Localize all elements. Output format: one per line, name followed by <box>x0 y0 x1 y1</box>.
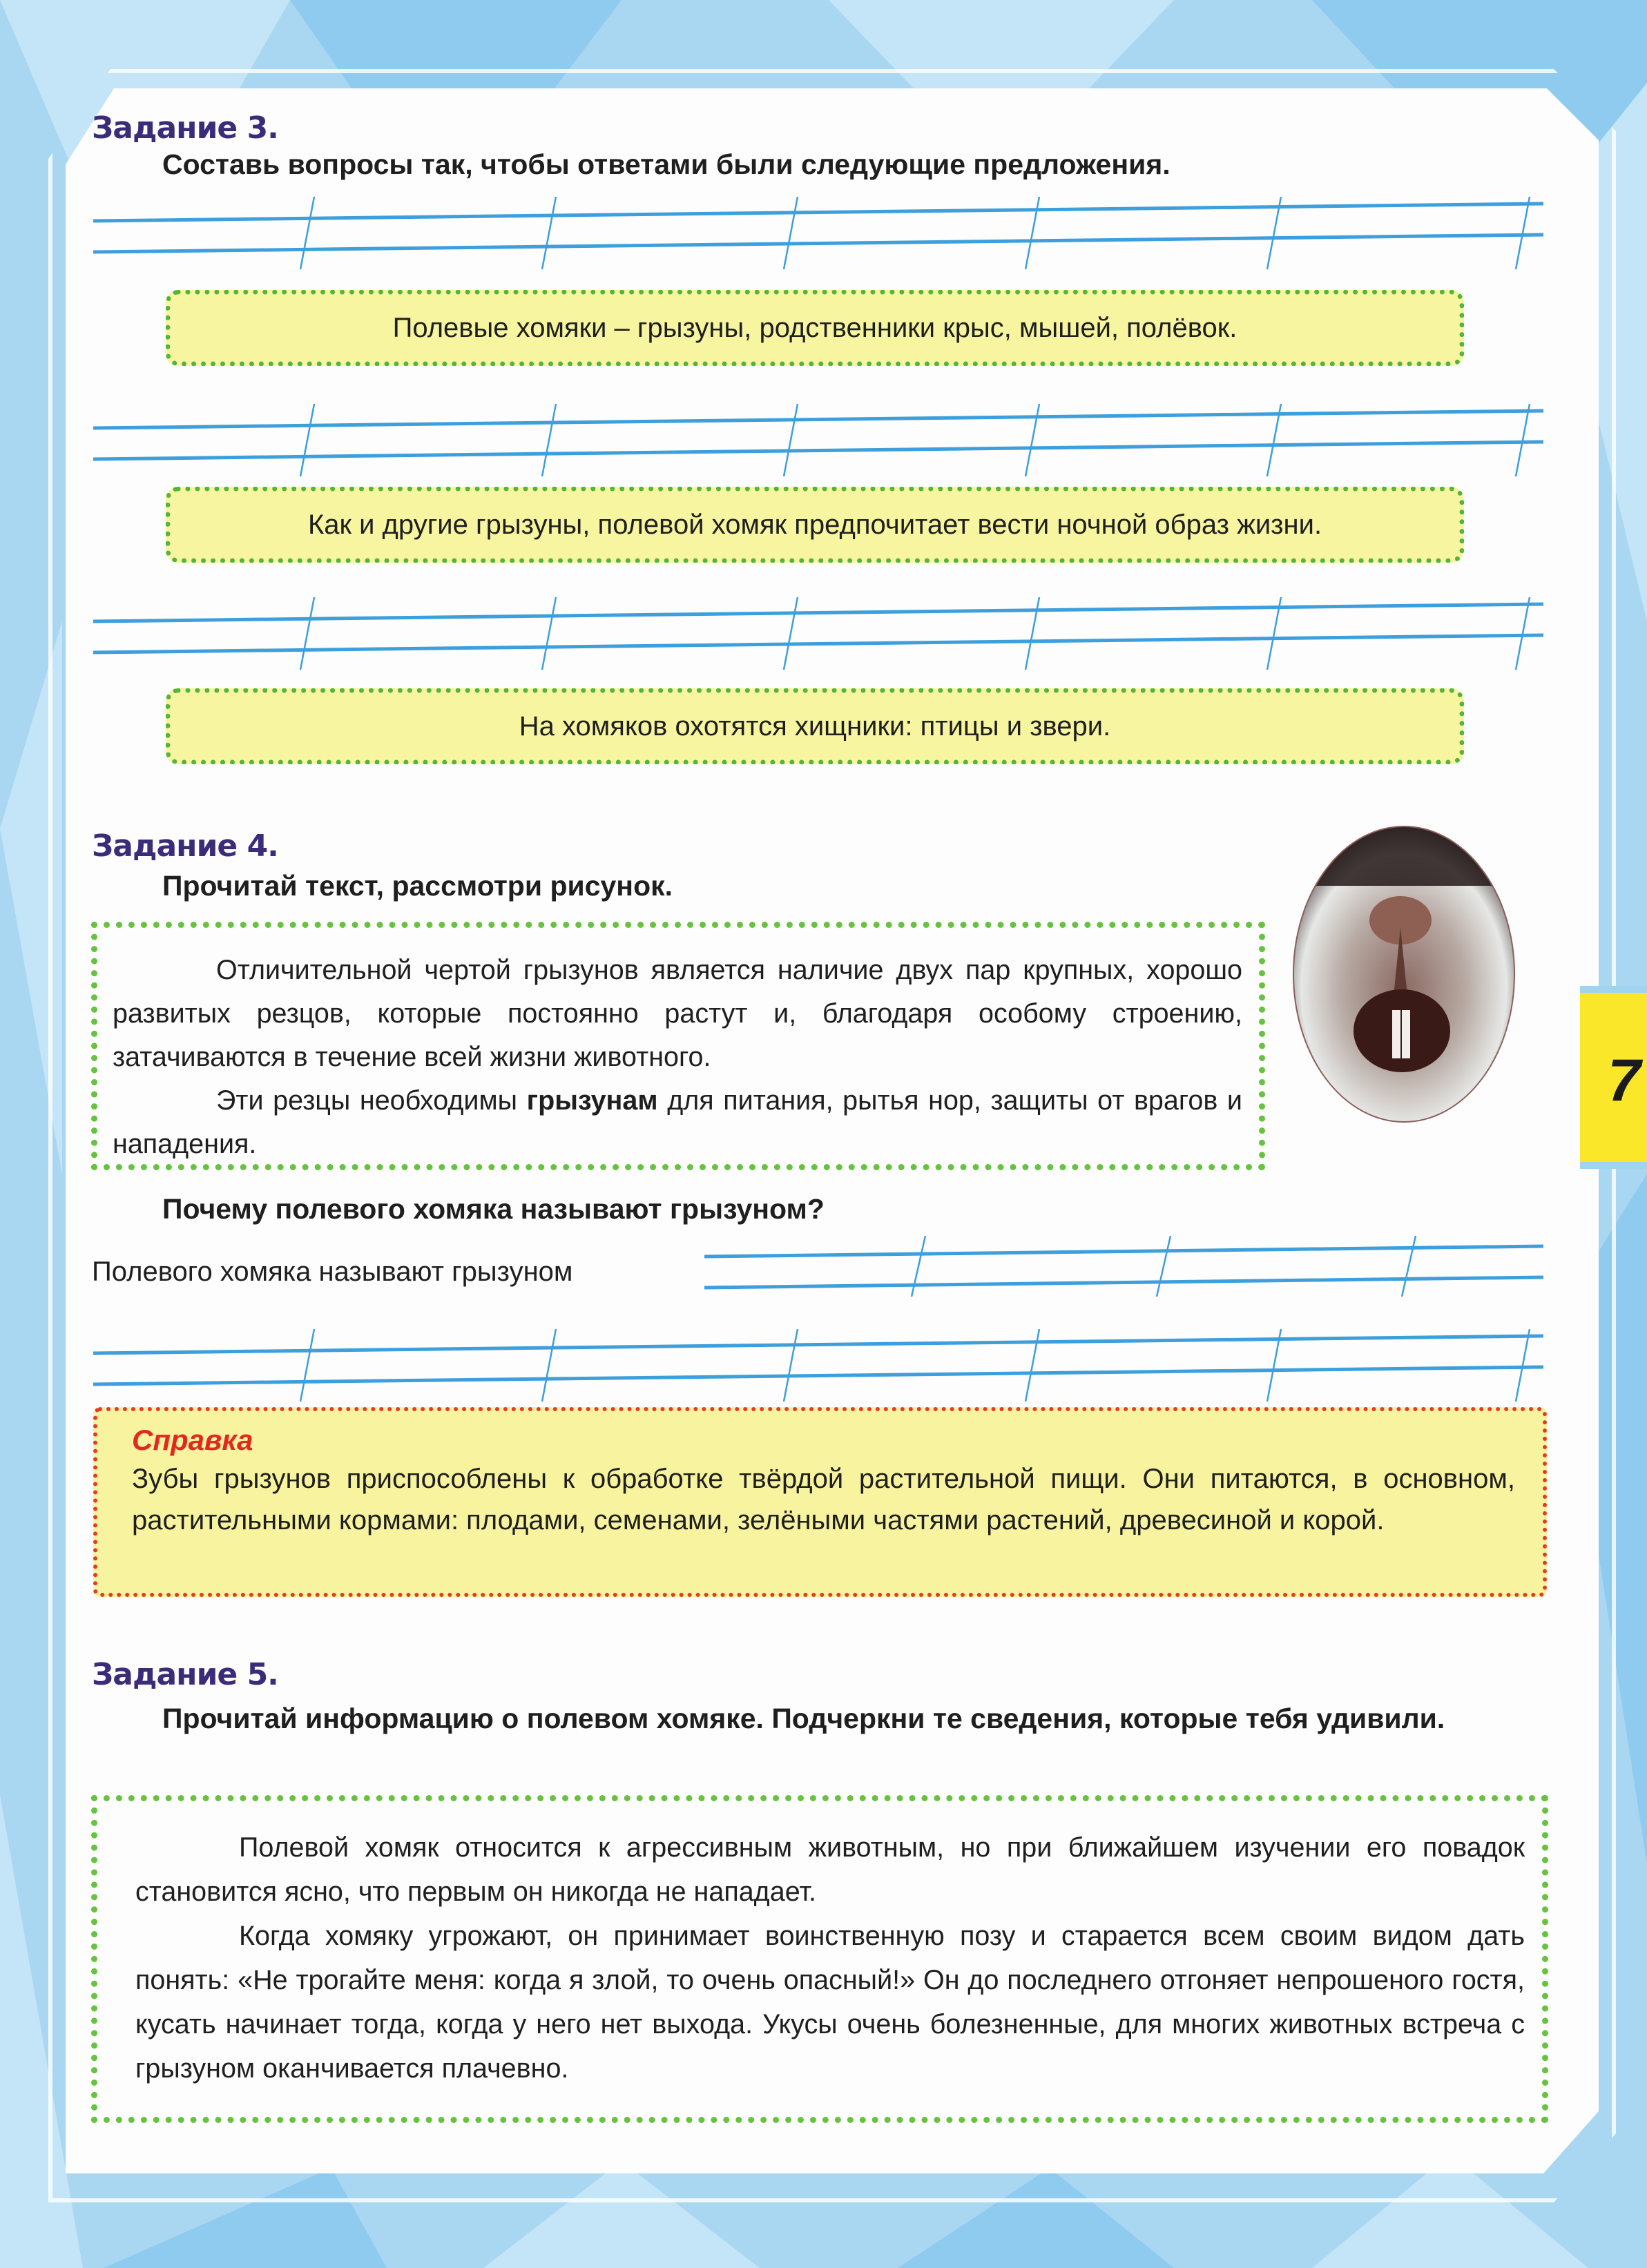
task3-title: Задание 3. <box>92 110 278 146</box>
task4-title: Задание 4. <box>92 828 278 864</box>
task4-text-box <box>91 922 1265 1170</box>
answer-card-3: На хомяков охотятся хищники: птицы и звери. <box>166 688 1464 764</box>
task4-question: Почему полевого хомяка называют грызуном? <box>162 1193 825 1225</box>
task3-instruction: Составь вопросы так, чтобы ответами были следующие предложения. <box>162 148 1171 180</box>
task5-title: Задание 5. <box>92 1657 278 1692</box>
writing-line[interactable] <box>93 597 1543 673</box>
writing-line[interactable] <box>93 404 1543 480</box>
task4-paragraph-2: Эти резцы необходимы грызунам для питания, рытья нор, защиты от врагов и нападения. <box>113 1085 1242 1159</box>
task5-paragraph-2: Когда хомяку угрожают, он принимает воинственную позу и старается всем своим видом дать понять: «Не трогайте меня: когда я злой, то очень опасный!» Он до последнего отгоняет непрошеного гостя, кусать начинает тогда, когда у него нет выхода. Укусы очень болезненные, для многих животных встреча с грызуном оканчивается плачевно. <box>135 1921 1525 2084</box>
page-number-tab <box>1580 986 1647 1169</box>
writing-line[interactable] <box>93 1329 1543 1405</box>
answer-card-2: Как и другие грызуны, полевой хомяк предпочитает вести ночной образ жизни. <box>166 487 1464 563</box>
task4-paragraph-1: Отличительной чертой грызунов является наличие двух пар крупных, хорошо развитых резцов, которые постоянно растут и, благодаря особому строению, затачиваются в течение всей жизни животного. <box>113 955 1242 1072</box>
bold-term: грызунам <box>526 1085 658 1116</box>
task4-instruction: Прочитай текст, рассмотри рисунок. <box>162 870 673 902</box>
reference-text: Зубы грызунов приспособлены к обработке твёрдой растительной пищи. Они питаются, в основном, растительными кормами: плодами, семенами, зелёными частями растений, древесиной и корой. <box>132 1464 1515 1535</box>
answer-card-1: Полевые хомяки – грызуны, родственники крыс, мышей, полёвок. <box>166 290 1464 366</box>
answer-writing-line[interactable] <box>704 1236 1543 1298</box>
page-number: 7 <box>1608 1047 1641 1114</box>
task5-instruction: Прочитай информацию о полевом хомяке. Подчеркни те сведения, которые тебя удивили. <box>162 1703 1445 1734</box>
rodent-teeth-photo-icon <box>1290 824 1518 1125</box>
reference-box <box>93 1407 1547 1597</box>
answer-prompt: Полевого хомяка называют грызуном <box>92 1257 573 1287</box>
writing-line[interactable] <box>93 197 1543 273</box>
reference-title: Справка <box>132 1424 253 1456</box>
task5-text-box <box>91 1795 1548 2123</box>
task5-paragraph-1: Полевой хомяк относится к агрессивным животным, но при ближайшем изучении его повадок становится ясно, что первым он никогда не нападает. <box>135 1832 1525 1907</box>
